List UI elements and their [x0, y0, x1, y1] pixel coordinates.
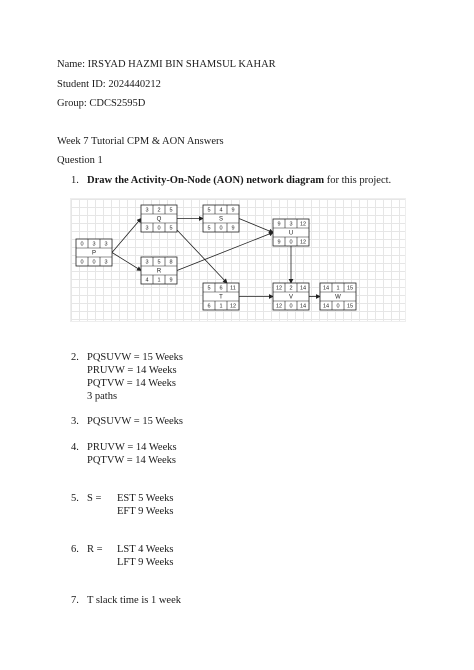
node-r-bottom-1: 1: [157, 277, 161, 284]
node-p-bottom-1: 0: [92, 259, 96, 266]
edge-p-q: [112, 219, 141, 253]
node-r-label: R: [156, 268, 162, 275]
node-p-top-2: 3: [104, 241, 108, 248]
node-q: [141, 205, 177, 232]
group: Group: CDCS2595D: [57, 98, 146, 109]
item-7-number: 7.: [71, 595, 79, 606]
node-v-top-2: 14: [299, 285, 307, 292]
node-t-top-2: 11: [230, 285, 236, 292]
node-q-bottom-1: 0: [157, 225, 161, 232]
item-5-label: S =: [87, 493, 102, 504]
node-u-bottom-0: 9: [277, 239, 281, 246]
node-u-label: U: [288, 230, 294, 237]
node-p-top-0: 0: [80, 241, 84, 248]
node-t-bottom-0: 6: [207, 303, 211, 310]
item-6-line-2: LFT 9 Weeks: [117, 557, 174, 568]
student-id: Student ID: 2024440212: [57, 79, 161, 90]
item-4-number: 4.: [71, 442, 79, 453]
node-p-bottom-2: 3: [104, 259, 108, 266]
node-t: [203, 283, 239, 310]
node-s-top-1: 4: [219, 207, 223, 214]
node-w-bottom-0: 14: [322, 303, 330, 310]
item-1-bold: Draw the Activity-On-Node (AON) network diagram: [87, 175, 325, 186]
node-u-bottom-1: 0: [289, 239, 293, 246]
node-v: [273, 283, 309, 310]
item-1-number: 1.: [71, 175, 79, 186]
node-v-bottom-0: 12: [275, 303, 283, 310]
item-5-line-2: EFT 9 Weeks: [117, 506, 174, 517]
node-q-label: Q: [156, 216, 162, 223]
node-t-label: T: [219, 294, 223, 301]
node-r: [141, 257, 177, 284]
item-1-rest: for this project.: [324, 175, 392, 186]
item-7-line-1: T slack time is 1 week: [87, 595, 181, 606]
edge-r-u: [177, 233, 273, 271]
aon-svg: [71, 199, 405, 321]
node-q-top-1: 2: [157, 207, 161, 214]
node-s-bottom-1: 0: [219, 225, 223, 232]
node-r-top-1: 5: [157, 259, 161, 266]
node-t-top-0: 5: [207, 285, 211, 292]
node-r-bottom-2: 9: [169, 277, 173, 284]
node-w-bottom-2: 15: [346, 303, 354, 310]
node-u-bottom-2: 12: [299, 239, 307, 246]
node-w-top-1: 1: [336, 285, 340, 292]
node-u-top-2: 12: [299, 221, 307, 228]
node-r-top-2: 8: [169, 259, 173, 266]
edge-s-u: [239, 219, 273, 233]
aon-network-diagram: [70, 198, 406, 322]
node-s-label: S: [218, 216, 224, 223]
node-w-label: W: [335, 294, 341, 301]
item-4-line-1: PRUVW = 14 Weeks: [87, 442, 177, 453]
item-2-line-1: PQSUVW = 15 Weeks: [87, 352, 183, 363]
item-5-line-1: EST 5 Weeks: [117, 493, 174, 504]
node-w: [320, 283, 356, 310]
node-v-top-0: 12: [275, 285, 283, 292]
node-t-bottom-1: 1: [219, 303, 223, 310]
node-v-top-1: 2: [289, 285, 293, 292]
item-3-number: 3.: [71, 416, 79, 427]
item-6-number: 6.: [71, 544, 79, 555]
item-1-text: [87, 174, 391, 187]
node-p-label: P: [91, 250, 97, 257]
node-p-bottom-0: 0: [80, 259, 84, 266]
node-q-bottom-2: 5: [169, 225, 173, 232]
item-2-line-2: PRUVW = 14 Weeks: [87, 365, 177, 376]
item-6-label: R =: [87, 544, 103, 555]
node-q-bottom-0: 3: [145, 225, 149, 232]
item-2-line-3: PQTVW = 14 Weeks: [87, 378, 176, 389]
node-v-label: V: [288, 294, 294, 301]
item-2-line-4: 3 paths: [87, 391, 118, 402]
node-p-top-1: 3: [92, 241, 96, 248]
node-w-top-2: 15: [346, 285, 354, 292]
node-u: [273, 219, 309, 246]
item-2-number: 2.: [71, 352, 79, 363]
edge-q-t: [177, 230, 227, 283]
node-q-top-2: 5: [169, 207, 173, 214]
node-s-top-0: 5: [207, 207, 211, 214]
item-4-line-2: PQTVW = 14 Weeks: [87, 455, 176, 466]
node-q-top-0: 3: [145, 207, 149, 214]
node-v-bottom-1: 0: [289, 303, 293, 310]
item-3-line-1: PQSUVW = 15 Weeks: [87, 416, 183, 427]
node-u-top-0: 9: [277, 221, 281, 228]
student-name: Name: IRSYAD HAZMI BIN SHAMSUL KAHAR: [57, 59, 276, 70]
node-s-bottom-0: 5: [207, 225, 211, 232]
edge-p-r: [112, 253, 141, 271]
node-r-bottom-0: 4: [145, 277, 149, 284]
node-t-top-1: 6: [219, 285, 223, 292]
tutorial-title: Week 7 Tutorial CPM & AON Answers: [57, 136, 224, 147]
node-s-top-2: 9: [231, 207, 235, 214]
node-p: [76, 239, 112, 266]
item-5-number: 5.: [71, 493, 79, 504]
node-u-top-1: 3: [289, 221, 293, 228]
node-r-top-0: 3: [145, 259, 149, 266]
node-s: [203, 205, 239, 232]
node-t-bottom-2: 12: [229, 303, 237, 310]
node-w-bottom-1: 0: [336, 303, 340, 310]
node-v-bottom-2: 14: [299, 303, 307, 310]
node-w-top-0: 14: [322, 285, 330, 292]
node-s-bottom-2: 9: [231, 225, 235, 232]
item-6-line-1: LST 4 Weeks: [117, 544, 174, 555]
question-heading: Question 1: [57, 155, 103, 166]
